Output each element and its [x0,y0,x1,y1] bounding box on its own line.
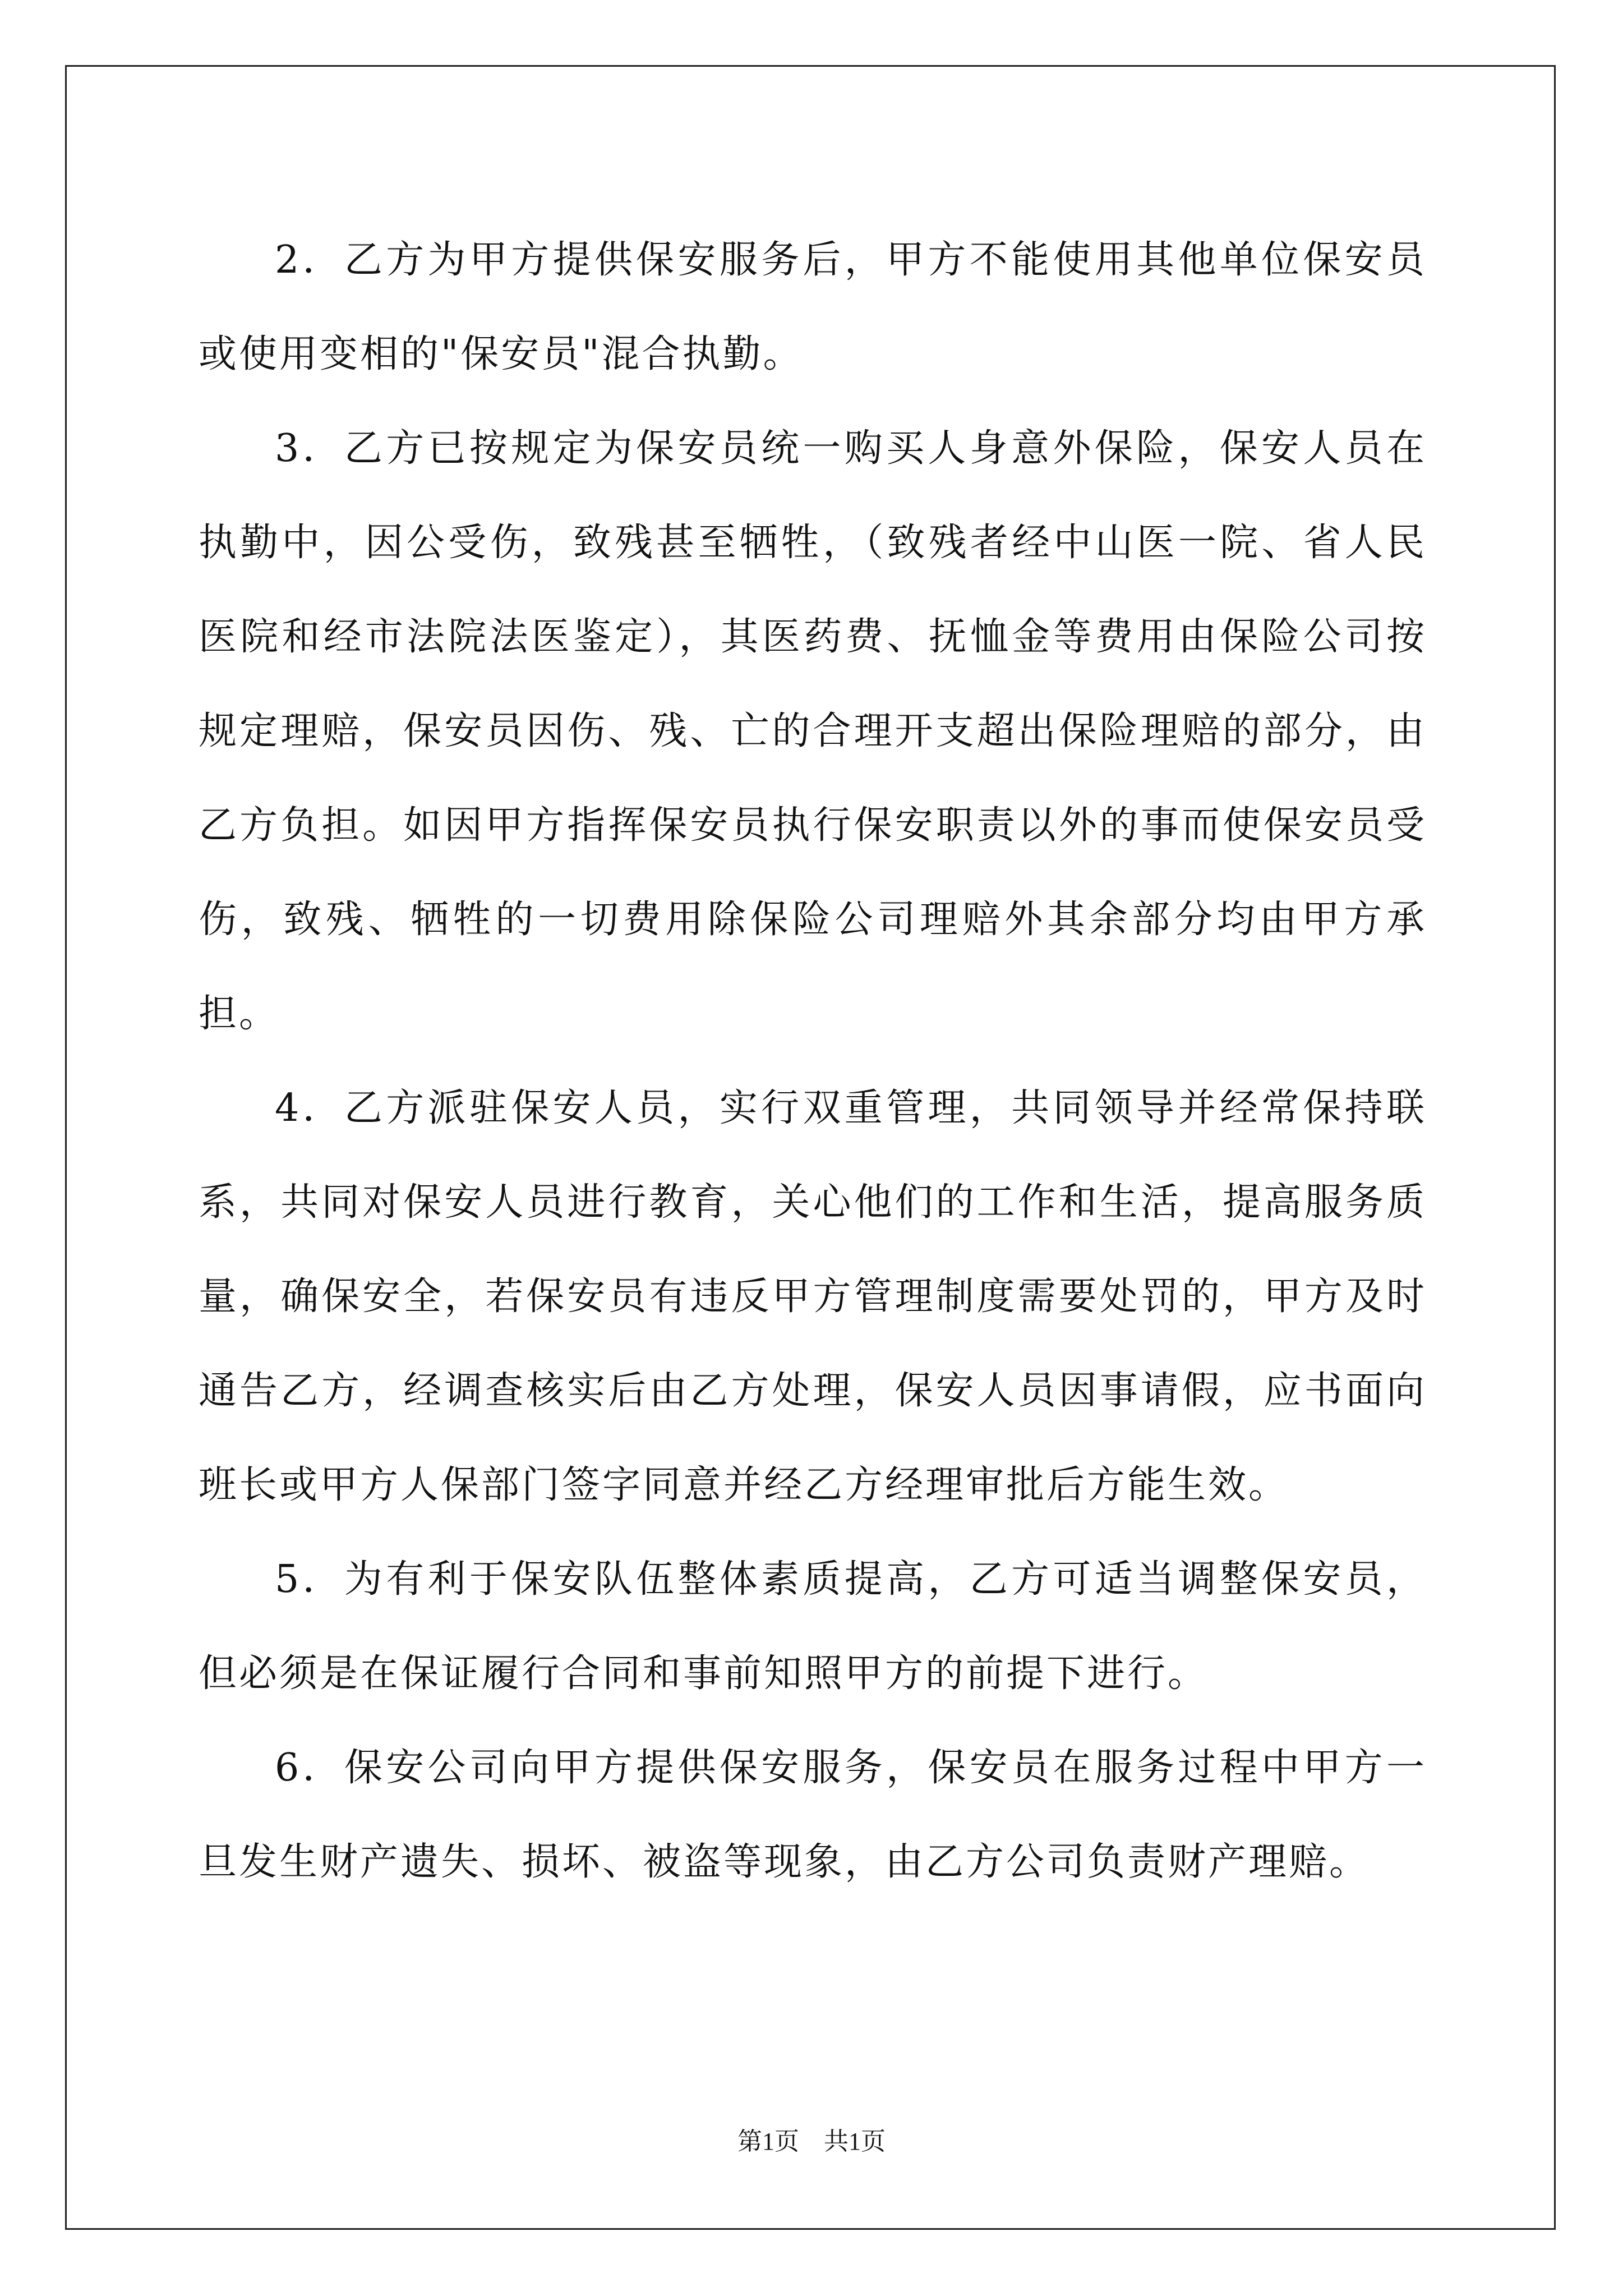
paragraph-2: 2．乙方为甲方提供保安服务后，甲方不能使用其他单位保安员或使用变相的"保安员"混合执勤。 [199,238,1427,376]
paragraph-3: 3．乙方已按规定为保安员统一购买人身意外保险，保安人员在执勤中，因公受伤，致残甚至牺牲，（致残者经中山医一院、省人民医院和经市法院法医鉴定），其医药费、抚恤金等费用由保险公司按规定理赔，保安员因伤、残、亡的合理开支超出保险理赔的部分，由乙方负担。如因甲方指挥保安员执行保安职责以外的事而使保安员受伤，致残、牺牲的一切费用除保险公司理赔外其余部分均由甲方承担。 [199,426,1427,1036]
paragraph-5: 5．为有利于保安队伍整体素质提高，乙方可适当调整保安员，但必须是在保证履行合同和事前知照甲方的前提下进行。 [199,1557,1427,1696]
paragraph-4: 4．乙方派驻保安人员，实行双重管理，共同领导并经常保持联系，共同对保安人员进行教育，关心他们的工作和生活，提高服务质量，确保安全，若保安员有违反甲方管理制度需要处罚的，甲方及时通告乙方，经调查核实后由乙方处理，保安人员因事请假，应书面向班长或甲方人保部门签字同意并经乙方经理审批后方能生效。 [199,1086,1427,1507]
paragraph-6: 6．保安公司向甲方提供保安服务，保安员在服务过程中甲方一旦发生财产遗失、损坏、被盗等现象，由乙方公司负责财产理赔。 [199,1746,1427,1884]
page-footer: 第1页 共1页 [737,2128,886,2155]
document-body [199,213,1427,1910]
